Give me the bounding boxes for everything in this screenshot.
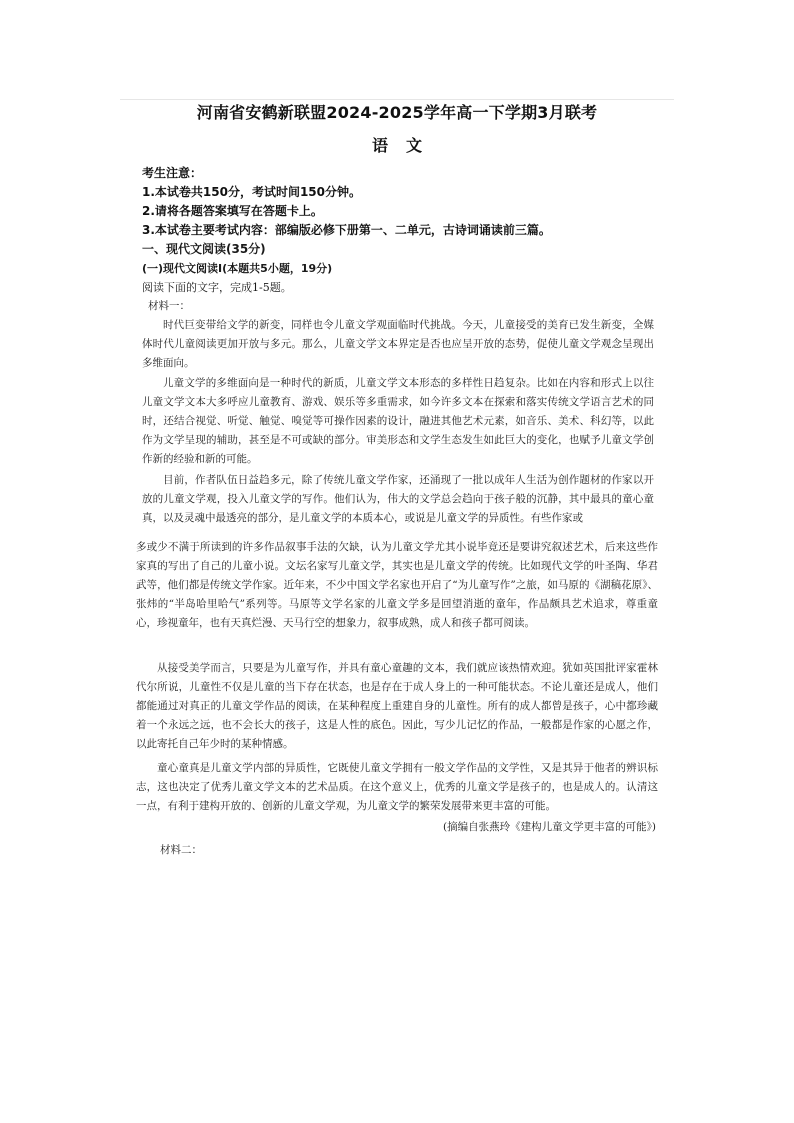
material-paragraph-5: 童心童真是儿童文学内部的异质性，它既使儿童文学拥有一般文学作品的文学性，又是其异于他者的辨识标志，这也决定了优秀儿童文学文本的艺术品质。在这个意义上，优秀的儿童文学是孩子的，也是成人的。认清这一点，有利于建构开放的、创新的儿童文学观，为儿童文学的繁荣发展带来更丰富的可能。: [136, 762, 658, 812]
notice-item-3: 3.本试卷主要考试内容：部编版必修下册第一、二单元，古诗词诵读前三篇。: [142, 223, 551, 237]
reading-instruction: 阅读下面的文字，完成1-5题。: [142, 281, 292, 294]
material-paragraph-3: 目前，作者队伍日益趋多元，除了传统儿童文学作家，还涌现了一批以成年人生活为创作题材的作家以开放的儿童文学观，投入儿童文学的写作。他们认为，伟大的文学总会趋向于孩子般的沉静，其中最具的童心童真，以及灵魂中最透亮的部分，是儿童文学的本质本心，或说是儿童文学的异质性。有些作家或: [142, 474, 654, 524]
material-two-label: 材料二：: [160, 844, 202, 856]
material-paragraph-3-continued: 多或少不满于所读到的许多作品叙事手法的欠缺，认为儿童文学尤其小说毕竟还是要讲究叙述艺术，后来这些作家真的写出了自己的儿童小说。文坛名家写儿童文学，其实也是儿童文学的传统。比如现代文学的叶圣陶、华君武等，他们都是传统文学作家。近年来，不少中国文学名家也开启了“为儿童写作”之旅，如马原的《湖稿花原》、张炜的“半岛哈里哈气”系列等。马原等文学名家的儿童文学多是回望消逝的童年，作品颇具艺术追求，尊重童心，珍视童年，也有天真烂漫、天马行空的想象力，叙事成熟，成人和孩子都可阅读。: [136, 541, 658, 629]
material-paragraph-1: 时代巨变带给文学的新变，同样也令儿童文学观面临时代挑战。今天，儿童接受的美育已发生新变，全媒体时代儿童阅读更加开放与多元。那么，儿童文学文本界定是否也应呈开放的态势，促使儿童文学观念呈现出多维面向。: [142, 319, 654, 369]
material-source: (摘编自张燕玲《建构儿童文学更丰富的可能》): [443, 821, 656, 833]
notice-item-1: 1.本试卷共150分，考试时间150分钟。: [142, 185, 362, 199]
exam-title: 河南省安鹤新联盟2024-2025学年高一下学期3月联考: [196, 103, 598, 122]
material-paragraph-4: 从接受美学而言，只要是为儿童写作，并具有童心童趣的文本，我们就应该热情欢迎。犹如英国批评家霍林代尔所说，儿童性不仅是儿童的当下存在状态，也是存在于成人身上的一种可能状态。不论儿童还是成人，他们都能通过对真正的儿童文学作品的阅读，在某种程度上重建自身的儿童性。所有的成人都曾是孩子，心中都珍藏着一个永远之远，也不会长大的孩子，这是人性的底色。因此，写少儿记忆的作品，一般都是作家的心愿之作，以此寄托自己年少时的某种情感。: [136, 662, 658, 750]
subject-title: 语文: [371, 136, 440, 155]
section-heading: 一、现代文阅读(35分): [142, 242, 266, 256]
notice-item-2: 2.请将各题答案填写在答题卡上。: [142, 204, 323, 218]
material-paragraph-2: 儿童文学的多维面向是一种时代的新质，儿童文学文本形态的多样性日趋复杂。比如在内容和形式上以往儿童文学文本大多呼应儿童教育、游戏、娱乐等多重需求，如今许多文本在探索和落实传统文学语言艺术的同时，还结合视觉、听觉、触觉、嗅觉等可操作因素的设计，融进其他艺术元素，如音乐、美术、科幻等，以此作为文学呈现的辅助，甚至是不可或缺的部分。审美形态和文学生态发生如此巨大的变化，也赋予儿童文学创作新的经验和新的可能。: [142, 377, 654, 465]
subsection-heading: (一)现代文阅读Ⅰ(本题共5小题，19分): [142, 262, 333, 275]
notice-heading: 考生注意：: [142, 166, 203, 180]
material-one-label: 材料一：: [148, 300, 190, 312]
